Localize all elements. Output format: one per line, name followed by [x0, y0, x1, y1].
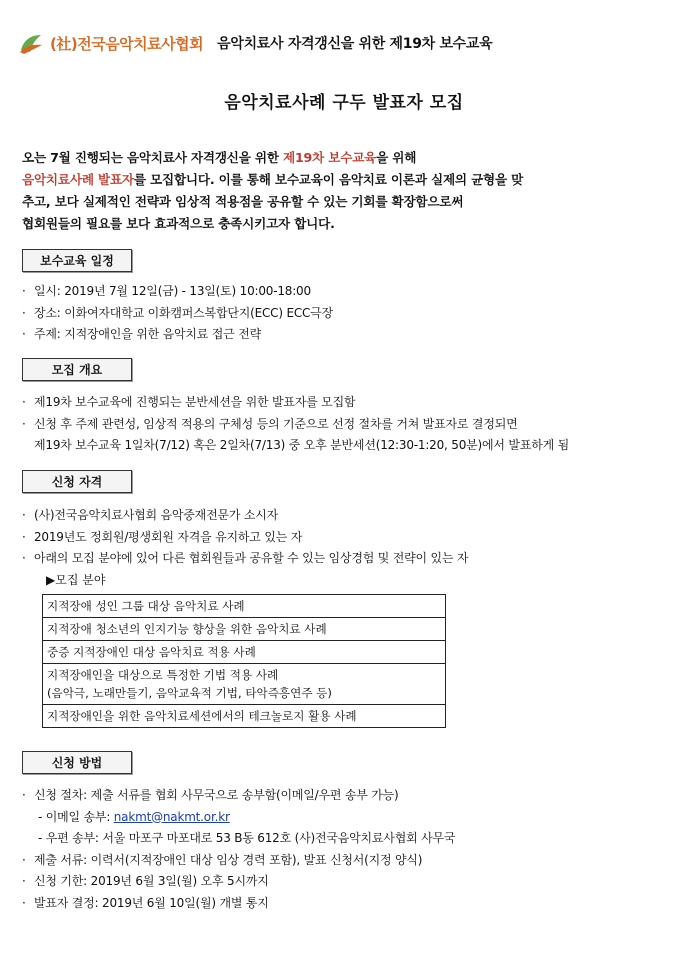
intro-text: 협회원들의 필요를 보다 효과적으로 충족시키고자 합니다. — [22, 216, 335, 231]
schedule-list — [22, 281, 672, 346]
intro-text: 를 모집합니다. 이를 통해 보수교육이 음악치료 이론과 실제의 균형을 맞 — [133, 172, 524, 187]
intro-text: 추고, 보다 실제적인 전략과 임상적 적용점을 공유할 수 있는 기회를 확장함으로써 — [22, 194, 464, 209]
list-item-email — [22, 807, 672, 829]
bullet: · — [22, 852, 26, 867]
bullet: · — [22, 327, 26, 341]
bullet: · — [22, 895, 26, 910]
item-text: 장소: 이화여자대학교 이화캠퍼스복합단지(ECC) ECC극장 — [34, 305, 333, 320]
list-item — [22, 785, 672, 807]
intro-text: 오는 7월 진행되는 음악치료사 자격갱신을 위한 — [22, 150, 284, 165]
bullet: · — [22, 551, 26, 565]
fields-heading: ▶모집 분야 — [46, 573, 106, 587]
item-text: (사)전국음악치료사협회 음악중재전문가 소시자 — [34, 508, 279, 522]
item-text: 아래의 모집 분야에 있어 다른 협회원들과 공유할 수 있는 임상경험 및 전략이 있는 자 — [34, 551, 469, 565]
bullet: · — [22, 305, 26, 320]
document-header — [18, 30, 492, 56]
list-item — [22, 527, 672, 549]
list-item — [22, 392, 672, 414]
item-text: 제출 서류: 이력서(지적장애인 대상 임상 경력 포함), 발표 신청서(지정 양식) — [34, 852, 423, 867]
table-row — [43, 595, 446, 618]
list-item — [22, 281, 672, 303]
section-heading-overview: 모집 개요 — [22, 358, 132, 381]
item-text: 주제: 지적장애인을 위한 음악치료 접근 전략 — [34, 327, 261, 341]
section-heading-eligibility: 신청 자격 — [22, 470, 132, 493]
bullet: · — [22, 874, 26, 888]
list-item-continuation: 제19차 보수교육 1일차(7/12) 혹은 2일차(7/13) 중 오후 분반세션(12:30-1:20, 50분)에서 발표하게 됨 — [34, 438, 569, 452]
email-link[interactable]: nakmt@nakmt.or.kr — [113, 809, 230, 824]
table-cell: 지적장애인을 위한 음악치료세션에서의 테크놀로지 활용 사례 — [43, 705, 446, 728]
item-text: 신청 절차: 제출 서류를 협회 사무국으로 송부함(이메일/우편 송부 가능) — [34, 788, 399, 802]
email-label: - 이메일 송부: — [38, 809, 114, 824]
cell-line: 지적장애인을 대상으로 특정한 기법 적용 사례 — [47, 668, 279, 682]
bullet: · — [22, 788, 26, 802]
table-row — [43, 641, 446, 664]
association-logo-icon — [18, 31, 44, 55]
intro-paragraph — [22, 147, 672, 235]
table-cell: 지적장애 성인 그룹 대상 음악치료 사례 — [43, 595, 446, 618]
item-text: 신청 후 주제 관련성, 임상적 적용의 구체성 등의 기준으로 선정 절차를 거쳐 발표자로 결정되면 — [34, 416, 518, 431]
section-heading-schedule: 보수교육 일정 — [22, 249, 132, 272]
page-title: 음악치료사례 구두 발표자 모집 — [224, 93, 464, 113]
intro-text: 을 위해 — [376, 150, 417, 165]
overview-list — [22, 392, 672, 457]
list-item — [22, 548, 672, 570]
table-cell: 중증 지적장애인 대상 음악치료 적용 사례 — [43, 641, 446, 664]
bullet: · — [22, 395, 26, 409]
item-text: 일시: 2019년 7월 12일(금) - 13일(토) 10:00-18:00 — [34, 284, 311, 298]
list-item — [22, 303, 672, 325]
list-item — [22, 871, 672, 893]
table-cell — [43, 664, 446, 705]
item-text: 신청 기한: 2019년 6월 3일(월) 오후 5시까지 — [34, 874, 269, 888]
cell-line: (음악극, 노래만들기, 음악교육적 기법, 타악즉흥연주 등) — [47, 686, 332, 700]
item-text: 제19차 보수교육에 진행되는 분반세션을 위한 발표자를 모집함 — [34, 395, 356, 409]
bullet: · — [22, 508, 26, 522]
table-row — [43, 664, 446, 705]
table-row — [43, 618, 446, 641]
organization-name: (社)전국음악치료사협회 — [50, 34, 204, 53]
table-cell: 지적장애 청소년의 인지기능 향상을 위한 음악치료 사례 — [43, 618, 446, 641]
list-item-post: - 우편 송부: 서울 마포구 마포대로 53 B동 612호 (사)전국음악치료사협회 사무국 — [38, 831, 456, 845]
bullet: · — [22, 529, 26, 544]
list-item — [22, 505, 672, 527]
bullet: · — [22, 284, 26, 298]
highlight-text: 음악치료사례 발표자 — [22, 172, 134, 187]
highlight-text: 제19차 보수교육 — [283, 150, 377, 165]
method-list — [22, 785, 672, 914]
item-text: 2019년도 정회원/평생회원 자격을 유지하고 있는 자 — [34, 529, 303, 544]
eligibility-list — [22, 505, 672, 570]
bullet: · — [22, 416, 26, 431]
list-item — [22, 324, 672, 346]
fields-table — [42, 594, 446, 728]
section-heading-method: 신청 방법 — [22, 751, 132, 774]
table-row — [43, 705, 446, 728]
list-item — [22, 893, 672, 915]
item-text: 발표자 결정: 2019년 6월 10일(월) 개별 통지 — [34, 895, 269, 910]
header-subtitle: 음악치료사 자격갱신을 위한 제19차 보수교육 — [217, 36, 493, 52]
list-item — [22, 414, 672, 436]
list-item — [22, 850, 672, 872]
